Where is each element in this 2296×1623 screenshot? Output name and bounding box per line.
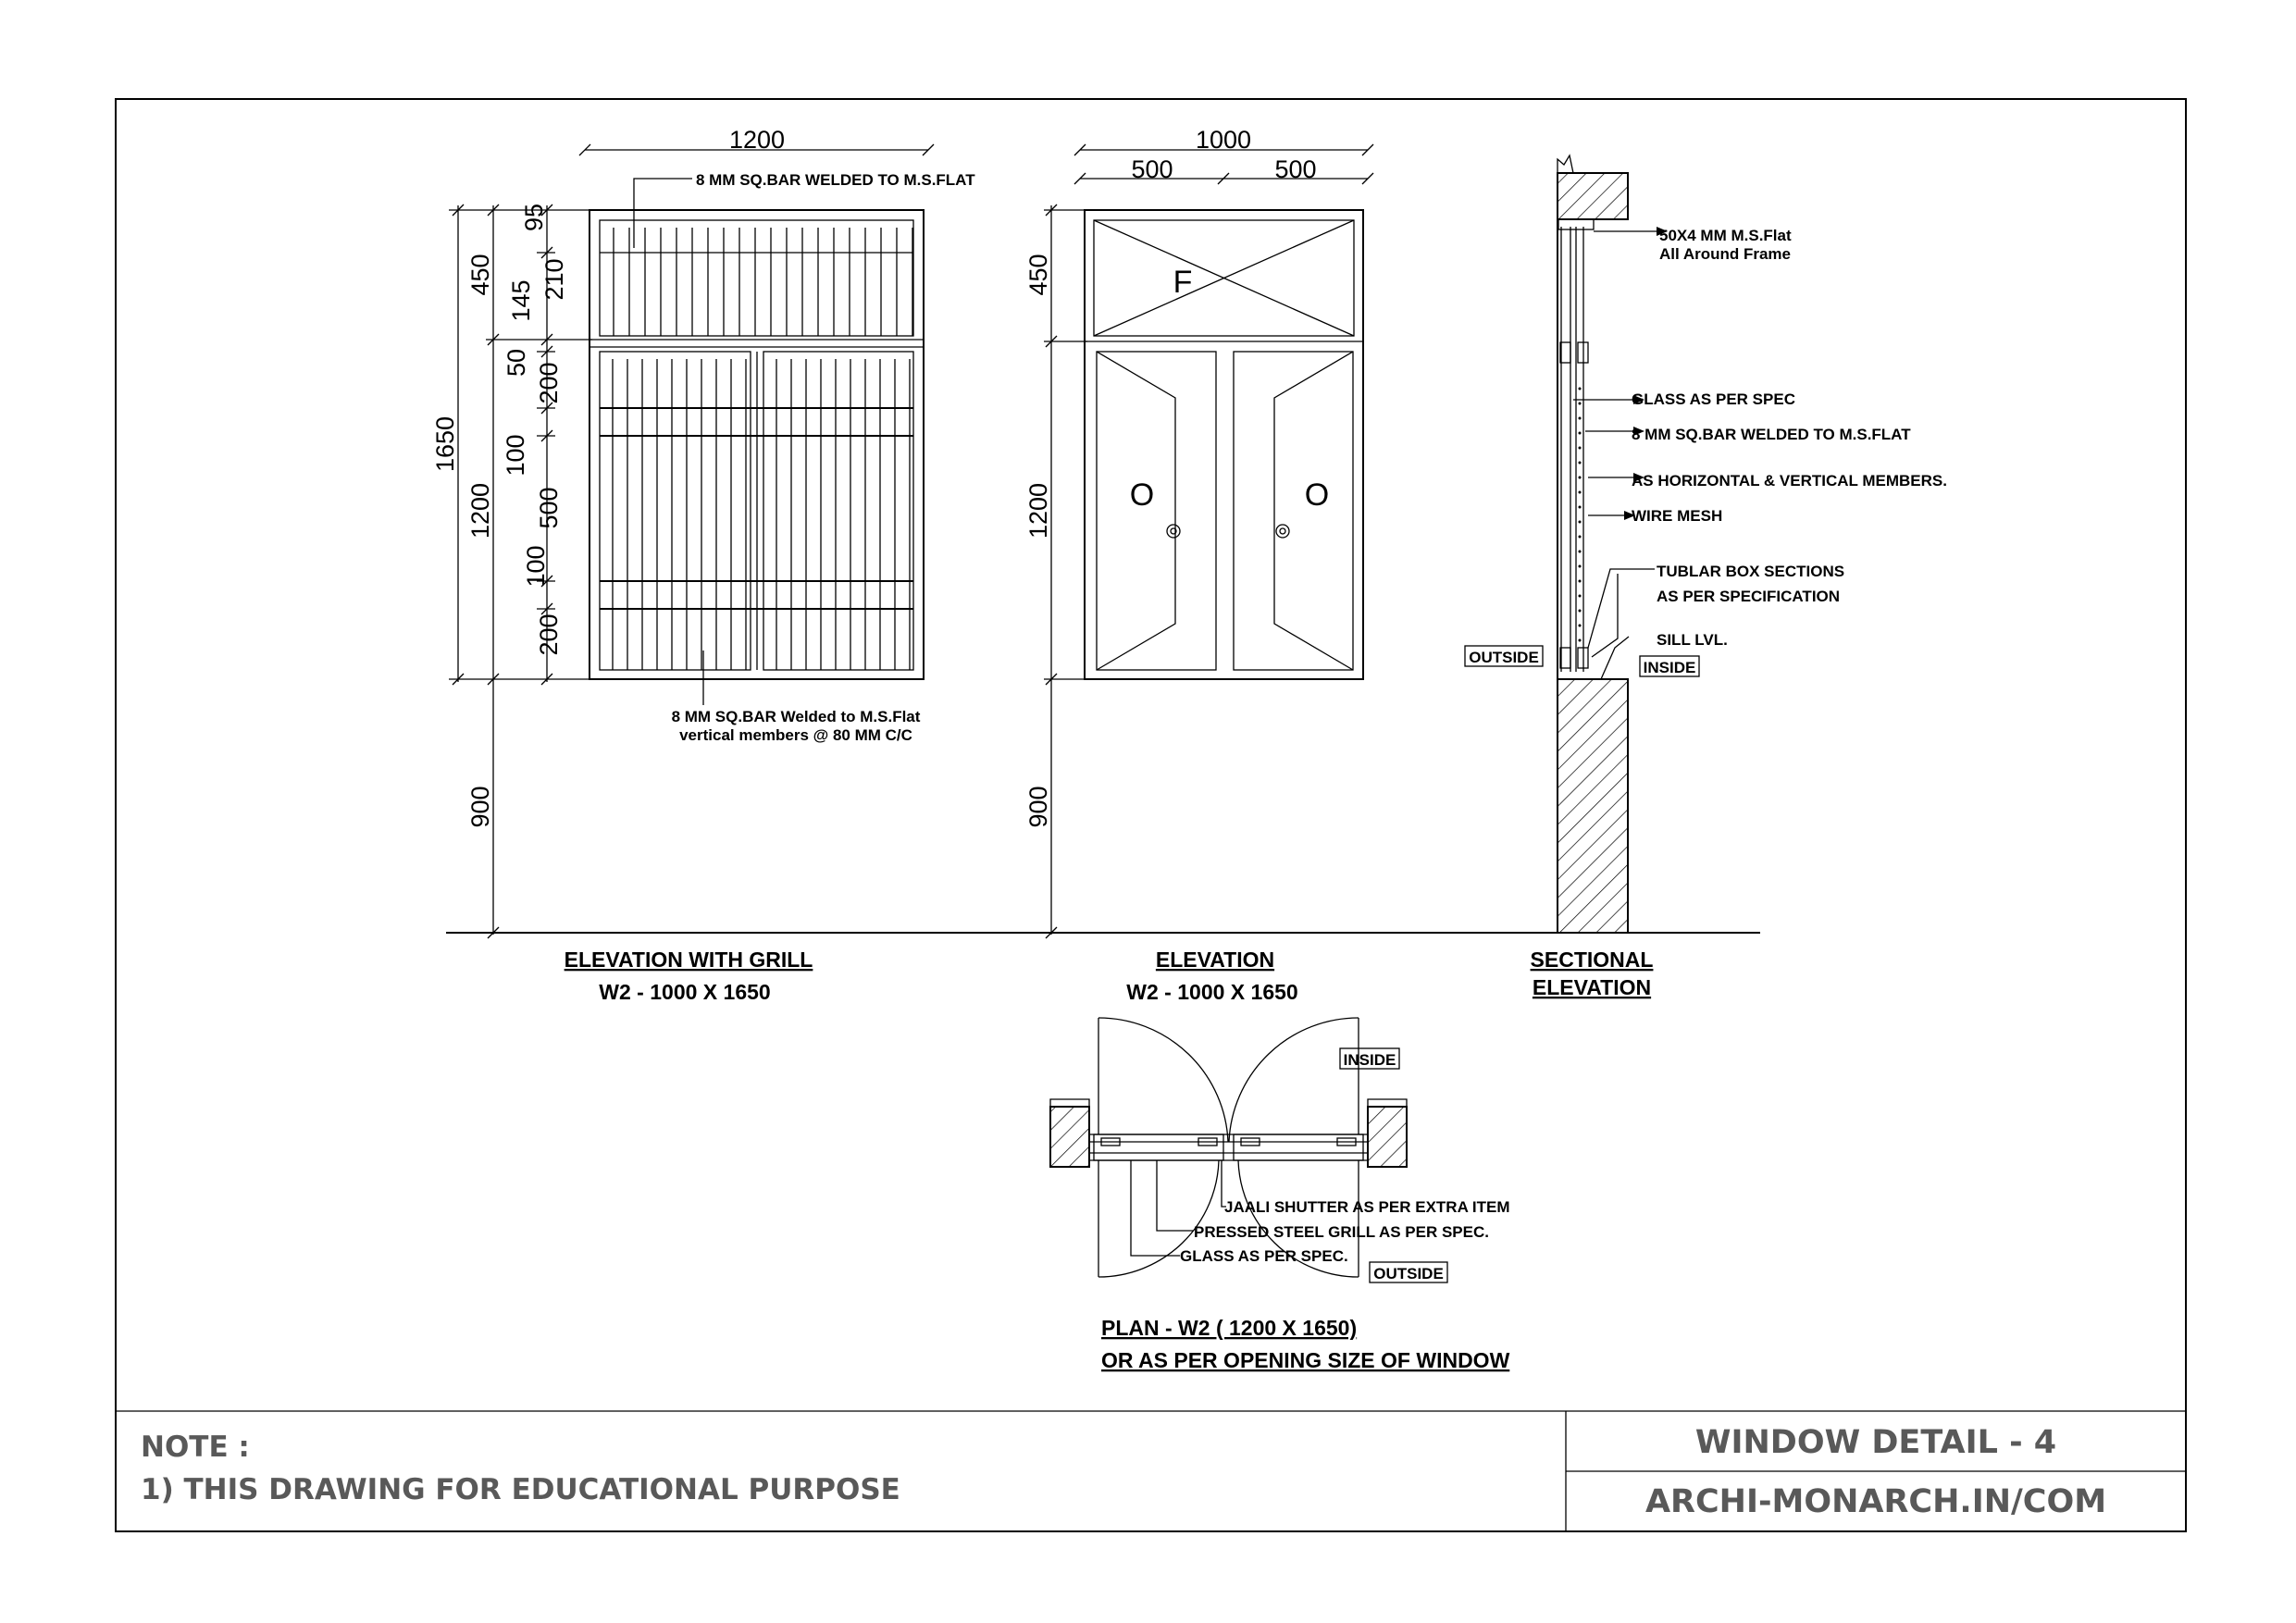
handle-right-icon [1276,525,1289,538]
section-sill-note: SILL LVL. [1657,631,1728,649]
dim-500: 500 [535,487,563,529]
grill-bar-note-2: vertical members @ 80 MM C/C [679,726,912,744]
grill-shutter-right [763,352,913,670]
mesh-dot [1579,521,1582,524]
plan-wall-right [1368,1107,1407,1167]
elev-half-left-dim: 500 [1131,155,1173,183]
elev-width-dim: 1000 [1195,126,1252,154]
grill-top-dim: 450 [466,254,494,296]
section-members-note: AS HORIZONTAL & VERTICAL MEMBERS. [1632,472,1947,489]
mesh-dot [1579,388,1582,390]
handle-left-icon [1167,525,1180,538]
section-flat-note-1: 50X4 MM M.S.Flat [1659,227,1792,244]
plan-glass-note: GLASS AS PER SPEC. [1180,1247,1348,1265]
dim-50: 50 [503,348,530,378]
elev-top-dim: 450 [1024,254,1052,296]
plan-view [1050,1018,1510,1372]
dim-95: 95 [520,203,548,232]
mesh-dot [1579,595,1582,598]
section-glass-note: GLASS AS PER SPEC [1632,390,1795,408]
mesh-dot [1579,580,1582,583]
dim-100-upper: 100 [502,434,529,477]
dim-145: 145 [507,279,535,322]
shutter-left [1097,352,1216,670]
mesh-dot [1579,610,1582,613]
elev-sill-dim: 900 [1024,786,1052,828]
mesh-dot [1579,565,1582,568]
swing-arc-left-inside [1098,1018,1228,1142]
grill-vertical-bars [613,228,912,670]
grill-elevation [431,126,975,1004]
grill-bar-note-1: 8 MM SQ.BAR Welded to M.S.Flat [671,708,921,725]
mesh-dot [1579,477,1582,479]
shutter-right [1234,352,1353,670]
grill-elevation-subtitle: W2 - 1000 X 1650 [599,980,771,1004]
fixed-mark: F [1173,265,1193,300]
elev-half-right-dim: 500 [1274,155,1317,183]
grill-elevation-title: ELEVATION WITH GRILL [564,948,813,972]
elevation-title: ELEVATION [1155,948,1275,972]
section-bar-note: 8 MM SQ.BAR WELDED TO M.S.FLAT [1632,426,1911,443]
mesh-dot [1579,462,1582,465]
plan-inside-label: INSIDE [1343,1051,1396,1069]
grill-bottom-dim: 1200 [466,482,494,539]
title-block [116,1411,2186,1531]
section-flat-note-2: All Around Frame [1659,245,1791,263]
plan-title-1: PLAN - W2 ( 1200 X 1650) [1101,1316,1358,1340]
section-title-1: SECTIONAL [1530,948,1654,972]
mesh-dot [1579,417,1582,420]
swing-arc-right-inside [1229,1018,1359,1142]
window-frame [1085,210,1363,679]
website-label: ARCHI-MONARCH.IN/COM [1644,1483,2107,1520]
elev-bottom-dim: 1200 [1024,482,1052,539]
grill-sill-dim: 900 [466,786,494,828]
note-text: 1) THIS DRAWING FOR EDUCATIONAL PURPOSE [141,1473,900,1506]
mesh-dot [1579,447,1582,450]
dim-200-lower: 200 [535,613,563,656]
plan-jaali-note: JAALI SHUTTER AS PER EXTRA ITEM [1224,1198,1510,1216]
sectional-elevation [1465,155,1947,999]
plan-title-2: OR AS PER OPENING SIZE OF WINDOW [1101,1348,1510,1372]
mesh-dot [1579,536,1582,539]
mesh-dot [1579,639,1582,642]
grill-top-panel [600,220,913,336]
grill-width-dim: 1200 [728,126,786,154]
section-tubular-note-1: TUBLAR BOX SECTIONS [1657,563,1845,580]
lintel [1558,173,1628,219]
mesh-dot [1579,625,1582,627]
mesh-dot [1579,403,1582,405]
mesh-dot [1579,432,1582,435]
dim-210: 210 [540,258,568,301]
open-mark-right: O [1304,477,1330,513]
sill-wall [1558,679,1628,933]
mesh-dot [1579,491,1582,494]
mesh-dot [1579,551,1582,553]
section-title-2: ELEVATION [1532,975,1652,999]
note-label: NOTE : [141,1431,250,1464]
plan-grill-note: PRESSED STEEL GRILL AS PER SPEC. [1194,1223,1489,1241]
grill-top-bar-note: 8 MM SQ.BAR WELDED TO M.S.FLAT [696,171,975,189]
section-inside-label: INSIDE [1643,659,1696,676]
drawing-title: WINDOW DETAIL - 4 [1694,1424,2057,1461]
open-mark-left: O [1129,477,1155,513]
section-mesh-note: WIRE MESH [1632,507,1723,525]
plan-outside-label: OUTSIDE [1373,1265,1444,1282]
mesh-dot [1579,506,1582,509]
grill-total-height-dim: 1650 [431,415,459,473]
plan-wall-left [1050,1107,1089,1167]
dim-100-lower: 100 [522,545,550,588]
elevation-subtitle: W2 - 1000 X 1650 [1126,980,1298,1004]
section-tubular-note-2: AS PER SPECIFICATION [1657,588,1841,605]
plain-elevation [1024,126,1373,1004]
section-outside-label: OUTSIDE [1469,649,1539,666]
wire-mesh-dots [1579,388,1582,642]
grill-shutter-left [600,352,751,670]
dim-200-upper: 200 [535,362,563,404]
